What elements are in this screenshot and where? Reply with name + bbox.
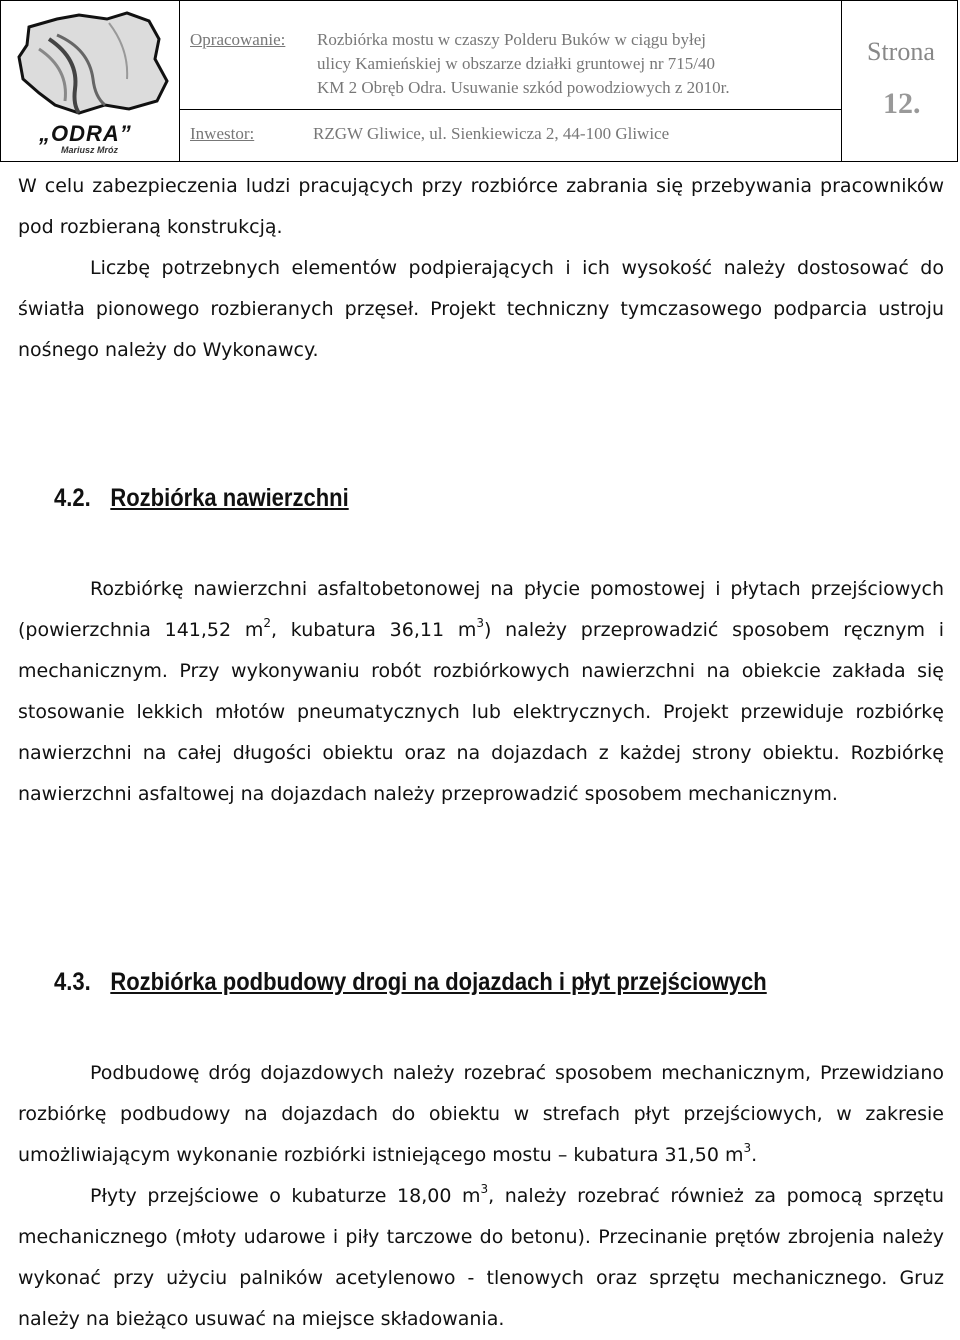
page-label: Strona [867, 37, 935, 66]
header-divider [841, 1, 842, 161]
paragraph: Liczbę potrzebnych elementów podpierających i ich wysokość należy dostosować do światła pionowego rozbieranych przęseł. Projekt techniczny tymczasowego podparcia ustroju nośnego należy do Wykonawcy. [18, 257, 944, 361]
section-number: 4.2. [54, 484, 91, 512]
paragraph: Rozbiórkę nawierzchni asfaltobetonowej na płycie pomostowej i płytach przejściowych (powierzchnia 141,52 $m^2$, kubatura 36,11 $m^3$) należy przeprowadzić sposobem ręcznym i mechanicznym. Przy wykonywaniu robót rozbiórkowych nawierzchni na obiekcie zakłada się stosowanie lekkich młotów pneumatycznych lub elektrycznych. Projekt przewiduje rozbiórkę nawierzchni na całej długości obiektu oraz na dojazdach z każdej strony obiektu. Rozbiórkę nawierzchni asfaltowej na dojazdach należy przeprowadzić sposobem mechanicznym. [18, 578, 944, 805]
section-title: Rozbiórka podbudowy drogi na dojazdach i płyt przejściowych [110, 968, 767, 996]
section-title: Rozbiórka nawierzchni [110, 484, 349, 512]
section-heading-4-2 [54, 484, 349, 513]
section-number: 4.3. [54, 968, 91, 996]
header-divider [179, 1, 180, 161]
page-number: 12. [883, 87, 921, 120]
content-block-2 [18, 569, 944, 815]
logo-name: „ODRA” [39, 121, 132, 146]
section-heading-4-3 [54, 968, 767, 997]
opracowanie-line-1: Rozbiórka mostu w czaszy Polderu Buków w ciągu byłej [317, 30, 707, 49]
inwestor-label: Inwestor: [190, 124, 255, 143]
paragraph: W celu zabezpieczenia ludzi pracujących przy rozbiórce zabrania się przebywania pracowników pod rozbieraną konstrukcją. [18, 175, 944, 238]
page-header [0, 0, 958, 162]
opracowanie-label: Opracowanie: [190, 30, 286, 49]
content-block-3 [18, 1053, 944, 1340]
header-divider [179, 109, 842, 110]
poland-map-icon [9, 9, 175, 121]
company-logo [9, 9, 175, 155]
logo-subtitle: Mariusz Mróz [61, 145, 119, 155]
opracowanie-line-3: KM 2 Obręb Odra. Usuwanie szkód powodziowych z 2010r. [317, 78, 730, 97]
inwestor-value: RZGW Gliwice, ul. Sienkiewicza 2, 44-100 Gliwice [313, 124, 670, 143]
paragraph: Płyty przejściowe o kubaturze 18,00 $m^3$, należy rozebrać również za pomocą sprzętu mechanicznego (młoty udarowe i piły tarczowe do betonu). Przecinanie prętów zbrojenia należy wykonać przy użyciu palników acetylenowo - tlenowych oraz sprzętu mechanicznego. Gruz należy na bieżąco usuwać na miejsce składowania. [18, 1182, 944, 1330]
opracowanie-line-2: ulicy Kamieńskiej w obszarze działki gruntowej nr 715/40 [317, 54, 715, 73]
paragraph: Podbudowę dróg dojazdowych należy rozebrać sposobem mechanicznym, Przewidziano rozbiórkę podbudowy na dojazdach do obiektu w strefach płyt przejściowych, w zakresie umożliwiającym wykonanie rozbiórki istniejącego mostu – kubatura 31,50 $m^3$. [18, 1062, 944, 1166]
content-block-1 [18, 166, 944, 371]
